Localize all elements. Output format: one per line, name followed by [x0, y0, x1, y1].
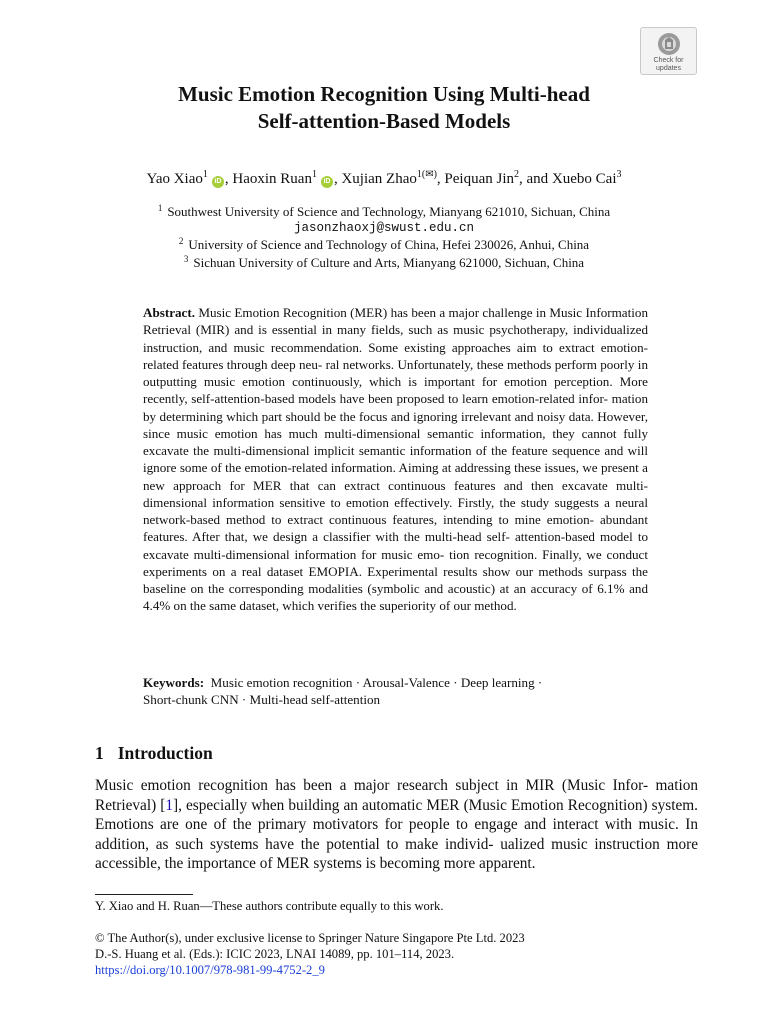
introduction-paragraph — [95, 776, 698, 874]
corresponding-email[interactable]: jasonzhaoxj@swust.edu.cn — [293, 221, 475, 235]
proceedings-line: D.-S. Huang et al. (Eds.): ICIC 2023, LNAI 14089, pp. 101–114, 2023. — [95, 947, 455, 961]
keywords — [143, 674, 648, 709]
author-name: Haoxin Ruan — [232, 171, 312, 187]
section-heading — [95, 742, 213, 764]
badge-label-line1: Check for — [653, 57, 684, 64]
affiliation-text: University of Science and Technology of China, Hefei 230026, Anhui, China — [188, 237, 590, 252]
affiliation-2 — [60, 236, 708, 253]
abstract-label: Abstract. — [143, 305, 195, 320]
orcid-icon[interactable]: iD — [212, 176, 224, 188]
affiliation-text: Sichuan University of Culture and Arts, Mianyang 621000, Sichuan, China — [193, 255, 585, 270]
author-name: Peiquan Jin — [444, 171, 515, 187]
intro-text-start: Music emotion recognition has been a major research subject in MIR (Music Infor- mation Retrieval) [ — [95, 777, 698, 814]
copyright-block — [95, 930, 705, 978]
abstract-text: Music Emotion Recognition (MER) has been a major challenge in Music Information Retrieval (MIR) and is essential in many fields, such as music psychotherapy, individualized instruction, and music recommendation. Some existing approaches aim to extract emotion-related features through deep neu- ral networks. Unfortunately, these methods perform poorly in outputting music emotion continuously, which is important for emotion perception. More recently, self-attention-based models have been proposed to learn emotion-related infor- mation by determining which part should be the focus and ignoring irrelevant and noisy data. However, since music emotion has much multi-dimensional semantic information, they cannot fully excavate the multi-dimensional implicit semantic information of the feature sequence and will ignore some of the emotion-related information. Aiming at addressing these issues, we present a new approach for MER that can extract continuous features and then excavate multi-dimensional information sensitive to emotion effectively. Firstly, the study suggests a neural network-based method to extract continuous features, intending to mine emotion- abundant features. After that, we design a classifier with the multi-head self- attention-based model to excavate multi-dimensional information for music emo- tion recognition. Finally, we conduct experiments on a real dataset EMOPIA. Experimental results show our methods surpass the baseline on the corresponding modalities (symbolic and acoustic) at an accuracy of 6.1% and 4.4% on the same dataset, which verifies the superiority of our method. — [143, 305, 648, 614]
author-list: Yao Xiao$^1$iD , Haoxin Ruan$^1$iD , Xujian Zhao$^{1(✉)}$, Peiquan Jin$^2$, and Xuebo Cai$^3$ — [146, 169, 622, 187]
copyright-line: © The Author(s), under exclusive license to Springer Nature Singapore Pte Ltd. 2023 — [95, 931, 525, 945]
citation-link[interactable]: 1 — [165, 796, 173, 814]
author-affiliation-number: 1 — [202, 169, 208, 180]
badge-label-line2: updates — [656, 65, 681, 72]
author-affiliation-number: 1 — [311, 169, 317, 180]
check-for-updates-icon — [656, 31, 682, 57]
footnote-divider — [95, 894, 193, 895]
doi-link[interactable]: https://doi.org/10.1007/978-981-99-4752-2_9 — [95, 963, 325, 977]
author-affiliation-number: 3 — [616, 169, 622, 180]
section-title: Introduction — [117, 743, 213, 763]
author-affiliation-number: 1(✉) — [416, 169, 437, 180]
author-name: Xuebo Cai — [551, 171, 617, 187]
affiliation-1 — [60, 203, 708, 220]
keywords-line1 — [143, 674, 648, 691]
affiliation-number: 1 — [157, 203, 163, 213]
orcid-icon[interactable]: iD — [321, 176, 333, 188]
paper-title — [60, 81, 708, 135]
keywords-text-line2: Short-chunk CNN · Multi-head self-attention — [143, 692, 381, 708]
section-number: 1 — [95, 743, 104, 763]
paper-title-line2: Self-attention-Based Models — [257, 109, 511, 133]
affiliation-number: 2 — [178, 236, 184, 246]
footnote: Y. Xiao and H. Ruan—These authors contribute equally to this work. — [95, 899, 444, 913]
paper-title-line1: Music Emotion Recognition Using Multi-head — [178, 82, 590, 106]
author-affiliation-number: 2 — [514, 169, 520, 180]
abstract — [143, 304, 648, 615]
keywords-text-line1: Music emotion recognition · Arousal-Valence · Deep learning · — [210, 675, 543, 690]
affiliation-3 — [60, 254, 708, 271]
author-name: Yao Xiao — [146, 171, 203, 187]
author-name: Xujian Zhao — [341, 171, 417, 187]
check-for-updates-badge[interactable] — [640, 27, 697, 75]
keywords-label: Keywords: — [143, 675, 205, 690]
intro-text-end: ], especially when building an automatic MER (Music Emotion Recognition) system. Emotions are one of the primary motivators for people to engage and interact with music. In addition, as such systems have the potential to make individ- ualized music instruction more accessible, the importance of MER systems is becoming more apparent. — [95, 796, 698, 872]
affiliation-text: Southwest University of Science and Technology, Mianyang 621010, Sichuan, China — [167, 204, 611, 219]
affiliation-number: 3 — [183, 254, 189, 264]
